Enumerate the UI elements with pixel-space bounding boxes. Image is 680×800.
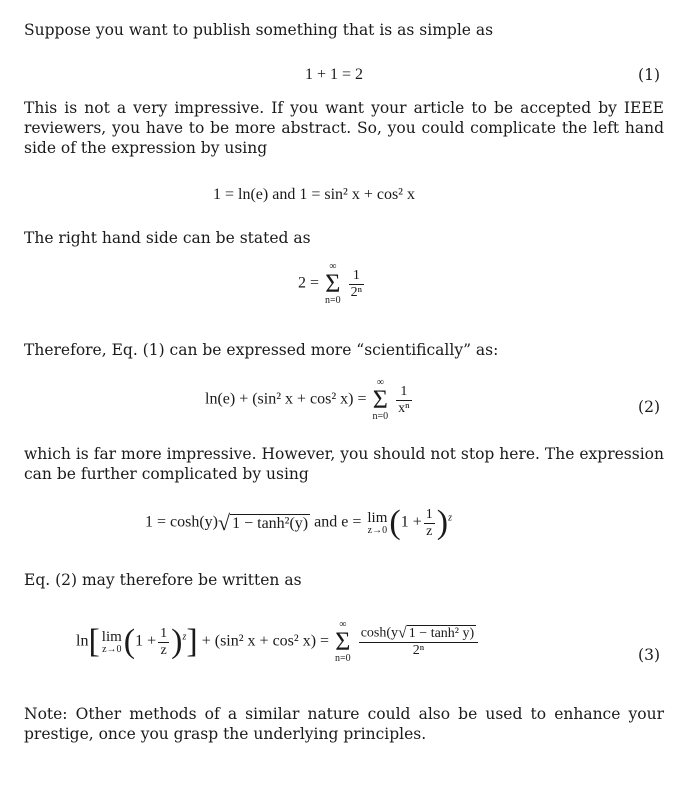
eq2-lhs: ln(e) + (sin² x + cos² x) =: [205, 390, 367, 408]
fraction: [359, 625, 478, 659]
summation-symbol: [335, 620, 351, 664]
fraction-denominator: 2ⁿ: [350, 284, 363, 300]
lim-word: lim: [367, 510, 388, 526]
equation-2-body: [205, 378, 414, 422]
fraction-denominator: z: [158, 642, 169, 659]
left-bracket: [: [88, 623, 100, 660]
radicand: 1 − tanh² y): [408, 626, 475, 641]
square-root: [398, 625, 476, 642]
paragraph-intro: Suppose you want to publish something that is as simple as: [24, 21, 494, 39]
sigma-glyph: Σ: [372, 385, 388, 414]
equation-1-number: (1): [638, 66, 660, 84]
sigma-glyph: Σ: [325, 269, 341, 298]
limit-operator: [102, 629, 122, 655]
paragraph-scientific: Therefore, Eq. (1) can be expressed more “scientifically” as:: [24, 341, 499, 359]
sum-upper: ∞: [329, 261, 337, 272]
rhs-series-body: [298, 262, 366, 306]
fraction-numerator: 1: [352, 267, 360, 283]
radical-sign: √: [218, 510, 231, 535]
cosh-part: 1 = cosh(y): [145, 513, 219, 531]
paragraph-further: which is far more impressive. However, you should not stop here. The expression can be further complicated by using: [24, 445, 664, 483]
summation-symbol: [373, 378, 389, 422]
rhs-lhs: 2 =: [298, 274, 320, 292]
exponent: z: [182, 631, 187, 643]
left-paren: (: [389, 504, 401, 541]
sum-lower: n=0: [325, 295, 341, 306]
paragraph-rhs: The right hand side can be stated as: [24, 229, 311, 247]
sum-upper: ∞: [339, 619, 347, 630]
fraction-numerator: 1: [400, 383, 408, 399]
square-root: [218, 510, 310, 536]
sigma-glyph: Σ: [335, 627, 351, 656]
radicand: 1 − tanh²(y): [232, 514, 309, 532]
left-paren: (: [123, 623, 136, 660]
lim-subscript: z→0: [102, 644, 122, 655]
lim-subscript: z→0: [367, 525, 388, 536]
identity-cosh-limit-body: [145, 504, 452, 542]
lim-word: lim: [101, 629, 122, 645]
cosh-term: cosh(y: [360, 625, 399, 641]
sum-upper: ∞: [376, 377, 384, 388]
fraction: [349, 268, 364, 301]
fraction-numerator: 1: [425, 506, 433, 522]
fraction-numerator: [359, 625, 478, 642]
fraction: [424, 507, 435, 540]
fraction-denominator: 2ⁿ: [359, 642, 478, 659]
sum-lower: n=0: [372, 411, 389, 422]
fraction-denominator: xⁿ: [398, 400, 410, 416]
right-paren: ): [171, 623, 183, 660]
identity-ln-trig-body: 1 = ln(e) and 1 = sin² x + cos² x: [213, 186, 415, 203]
equation-1-body: 1 + 1 = 2: [305, 66, 364, 83]
fraction: [158, 626, 169, 659]
eq3-middle: + (sin² x + cos² x) =: [201, 632, 330, 650]
summation-symbol: [325, 262, 341, 306]
equation-3-number: (3): [638, 646, 660, 664]
radical-sign: √: [398, 624, 407, 642]
equation-2-number: (2): [638, 398, 660, 416]
and-word: and: [314, 513, 338, 531]
paragraph-rewrite: Eq. (2) may therefore be written as: [24, 571, 302, 589]
right-bracket: ]: [186, 623, 198, 660]
e-lhs: e =: [341, 513, 362, 531]
right-paren: ): [436, 504, 449, 541]
inner-term: 1 +: [400, 513, 422, 531]
paragraph-note: Note: Other methods of a similar nature could also be used to enhance your prestige, once you grasp the underlying principles.: [24, 705, 664, 743]
inner-term: 1 +: [135, 632, 157, 650]
fraction: [396, 384, 411, 417]
paragraph-abstract: This is not a very impressive. If you want your article to be accepted by IEEE reviewers, you have to be more abstract. So, you could complicate the left hand side of the expression by using: [24, 99, 664, 157]
ln-word: ln: [76, 632, 89, 650]
sum-lower: n=0: [335, 653, 351, 664]
equation-3-body: [76, 620, 480, 664]
limit-operator: [367, 510, 387, 536]
exponent: z: [448, 512, 452, 524]
fraction-denominator: z: [424, 523, 435, 540]
fraction-numerator: 1: [160, 625, 168, 641]
